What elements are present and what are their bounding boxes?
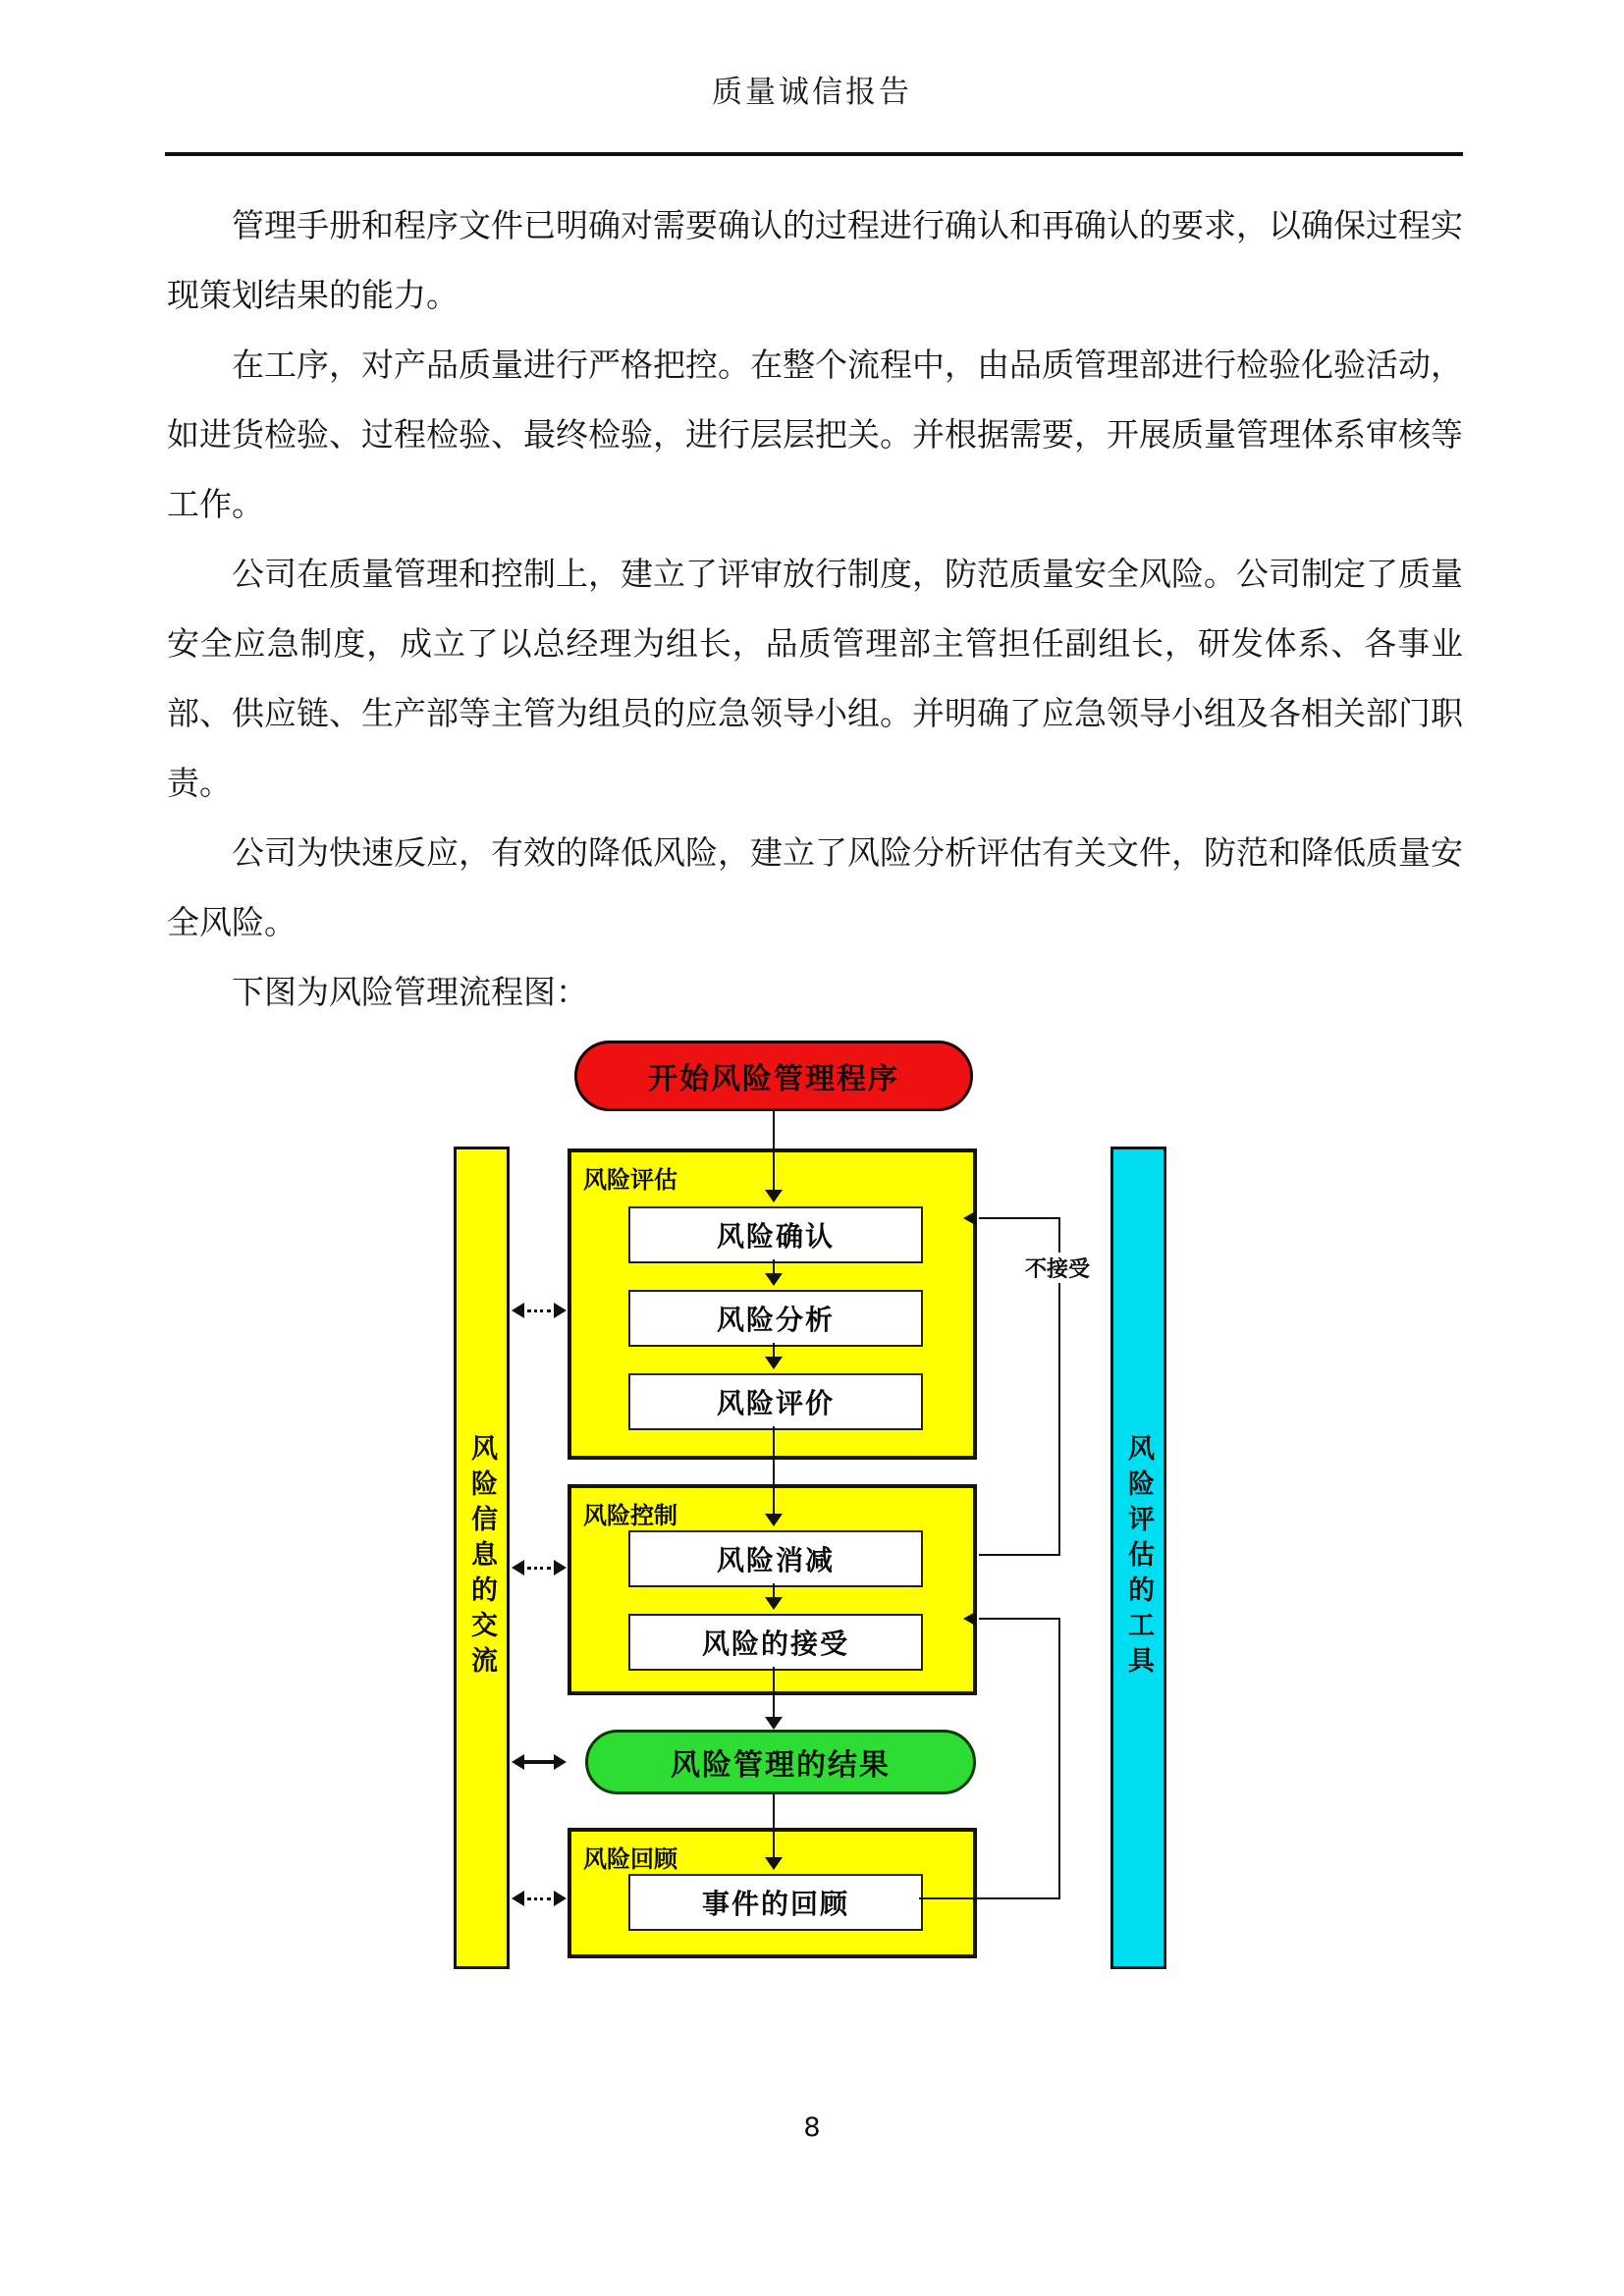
feedback-line-review [919, 1618, 1060, 1899]
down-arrow [773, 1111, 775, 1191]
down-arrow [773, 1343, 775, 1358]
down-arrow [773, 1794, 775, 1858]
paragraph: 下图为风险管理流程图： [232, 976, 588, 1011]
down-arrow [773, 1259, 775, 1274]
risk-tools-label: 风险评估的工具 [1123, 1434, 1154, 1682]
group-label: 风险评估 [583, 1166, 677, 1194]
title-divider [165, 152, 1463, 156]
risk-management-flowchart [432, 1021, 1198, 2002]
group-label: 风险控制 [583, 1502, 677, 1529]
step-risk-identification: 风险确认 [628, 1206, 923, 1263]
down-arrow [773, 1667, 775, 1718]
paragraph: 公司在质量管理和控制上，建立了评审放行制度，防范质量安全风险。公司制定了质量安全应急制度，成立了以总经理为组长，品质管理部主管担任副组长，研发体系、各事业部、供应链、生产部等主管为组员的应急领导小组。并明确了应急领导小组及各相关部门职责。 [167, 558, 1463, 802]
page-number: 8 [803, 2112, 821, 2143]
flow-result-node: 风险管理的结果 [585, 1730, 976, 1794]
group-label: 风险回顾 [583, 1845, 677, 1873]
flow-start-node: 开始风险管理程序 [574, 1041, 973, 1111]
risk-communication-bar [454, 1147, 510, 1969]
dashed-double-arrow-icon [512, 1303, 567, 1318]
solid-double-arrow-icon [512, 1754, 567, 1770]
body-text [167, 192, 1463, 1029]
risk-communication-label: 风险信息的交流 [466, 1434, 497, 1682]
down-arrow [773, 1426, 775, 1515]
arrowhead-left-icon [963, 1611, 977, 1627]
step-risk-evaluation: 风险评价 [628, 1373, 923, 1430]
step-event-review: 事件的回顾 [628, 1874, 923, 1931]
page-title: 质量诚信报告 [712, 75, 912, 109]
paragraph: 公司为快速反应，有效的降低风险，建立了风险分析评估有关文件，防范和降低质量安全风险。 [167, 836, 1463, 941]
step-risk-reduction: 风险消减 [628, 1530, 923, 1587]
reject-label: 不接受 [1013, 1253, 1102, 1283]
down-arrow [773, 1583, 775, 1598]
paragraph: 管理手册和程序文件已明确对需要确认的过程进行确认和再确认的要求，以确保过程实现策划结果的能力。 [167, 209, 1463, 314]
arrowhead-left-icon [963, 1210, 977, 1226]
step-risk-analysis: 风险分析 [628, 1290, 923, 1347]
step-risk-acceptance: 风险的接受 [628, 1614, 923, 1671]
dashed-double-arrow-icon [512, 1891, 567, 1906]
paragraph: 在工序，对产品质量进行严格把控。在整个流程中，由品质管理部进行检验化验活动，如进货检验、过程检验、最终检验，进行层层把关。并根据需要，开展质量管理体系审核等工作。 [167, 348, 1463, 523]
dashed-double-arrow-icon [512, 1560, 567, 1575]
risk-tools-bar [1110, 1147, 1166, 1969]
